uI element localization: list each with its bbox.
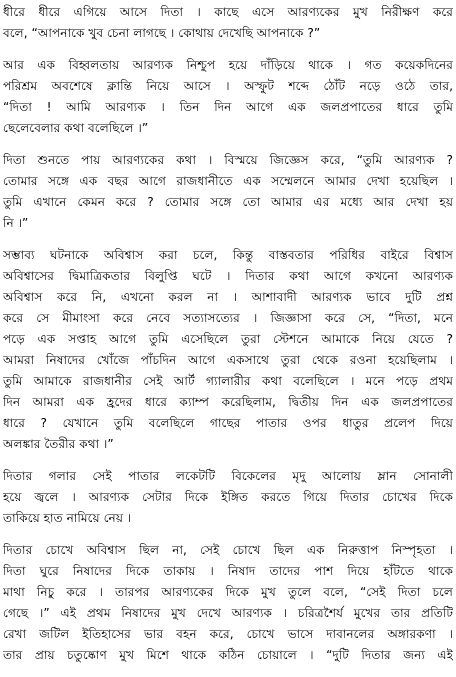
text-line: নি ।” <box>3 216 29 230</box>
text-line: হয়ে জ্বলে । আরণ্যক সেটার দিকে ইঙ্গিত করতে গিয়ে দিতার চোখের দিকে <box>3 490 453 504</box>
text-line: আর এক বিহ্বলতায় আরণ্যক নিশ্চুপ হয়ে দাঁড়িয়ে থাকে । গত কয়েকদিনের <box>3 58 453 72</box>
text-line: ছেলেবেলার কথা বলেছিলে ।” <box>3 121 149 135</box>
text-line: মাথা নিচু করে । তারপর আরণ্যকের দিকে মুখ তুলে বলে, “সেই দিতা চলে <box>3 585 453 599</box>
text-line: বলে, “আপনাকে খুব চেনা লাগছে । কোথায় দেখেছি আপনাকে ?” <box>3 26 321 40</box>
text-line: ধারে ? যেখানে তুমি বলেছিলে গাছের পাতার ওপর ধাতুর প্রলেপ দিয়ে <box>3 416 453 430</box>
text-line: করে সে মীমাংসা করে নেবে সত্যাসত্যের । জিজ্ঞাসা করে সে, “দিতা, মনে <box>3 311 453 325</box>
text-line: পরিশ্রম অবশেষে ক্লান্তি নিয়ে আসে । অস্ফুট শব্দে ঠোঁট নড়ে ওঠে তার, <box>3 79 453 93</box>
paragraph-4 <box>3 245 453 455</box>
text-line: সম্ভাব্য ঘটনাকে অবিশ্বাস করা চলে, কিন্তু বাস্তবতার পরিধির বাইরে বিশ্বাস <box>3 248 453 262</box>
text-line: তোমার সঙ্গে এক বছর আগে রাজধানীতে এক সম্মেলনে আমার দেখা হয়েছিল । <box>3 174 453 188</box>
text-line: অলঙ্কার তৈরীর কথা ।” <box>3 437 114 451</box>
text-line: দিতার চোখে অবিশ্বাস ছিল না, সেই চোখে ছিল এক নিরুত্তাপ নিস্পৃহতা । <box>3 543 453 557</box>
text-line: দিন আমরা এক হ্রদের ধারে ক্যাম্প করেছিলাম, দ্বিতীয় দিন এক জলপ্রপাতের <box>3 395 453 409</box>
paragraph-1 <box>3 2 453 44</box>
text-line: দিতা শুনতে পায় আরণ্যকের কথা । বিস্ময়ে জিজ্ঞেস করে, “তুমি আরণ্যক ? <box>3 153 453 167</box>
paragraph-6 <box>3 540 453 666</box>
text-line: পড়ে এক সপ্তাহ আগে তুমি এসেছিলে তুরা স্টেশনে আমাকে নিয়ে যেতে ? <box>3 332 453 346</box>
text-line: দিতা ঘুরে নিষাদের দিকে তাকায় । নিষাদ তাদের পাশ দিয়ে হাঁটতে থাকে <box>3 564 453 578</box>
text-line: তুমি এখানে কেমন করে ? তোমার সঙ্গে তো আমার এর মধ্যে আর দেখা হয় <box>3 195 453 209</box>
document-page <box>3 2 453 677</box>
paragraph-2 <box>3 55 453 139</box>
text-line: ধীরে ধীরে এগিয়ে আসে দিতা । কাছে এসে আরণ্যকের মুখ নিরীক্ষণ করে <box>3 5 453 19</box>
text-line: তুমি আমাকে রাজধানীর সেই আর্ট গ্যালারীর কথা বলেছিলে । মনে পড়ে প্রথম <box>3 374 453 388</box>
text-line: আমরা নিষাদের খোঁজে পাঁচদিন আগে একসাথে তুরা থেকে রওনা হয়েছিলাম । <box>3 353 453 367</box>
text-line: অবিশ্বাসের দ্বিমাত্রিকতার বিলুপ্তি ঘটে । দিতার কথা আগে কখনো আরণ্যক <box>3 269 453 283</box>
paragraph-3 <box>3 150 453 234</box>
text-line: দিতার গলার সেই পাতার লকেটটি বিকেলের মৃদু আলোয় ম্লান সোনালী <box>3 469 453 483</box>
text-line: তাকিয়ে হাত নামিয়ে নেয় । <box>3 511 132 525</box>
paragraph-5 <box>3 466 453 529</box>
text-line: গেছে ।” এই প্রথম নিষাদের মুখ দেখে আরণ্যক । চরিত্রশৈর্য মুখের তার প্রতিটি <box>3 606 453 620</box>
text-line: রেখা জটিল ইতিহাসের ভার বহন করে, চোখে ভাসে দাবানলের অঙ্গারকণা । <box>3 627 453 641</box>
text-line: “দিতা ! আমি আরণ্যক । তিন দিন আগে এক জলপ্রপাতের ধারে তুমি <box>3 100 453 114</box>
text-line: অবিশ্বাস করে নি, এখনো করল না । আশাবাদী আরণ্যক ভাবে দুটি প্রশ্ন <box>3 290 453 304</box>
text-line: তার প্রায় চতুষ্কোণ মুখ মিশে থাকে কঠিন চোয়ালে । “দুটি দিতার জন্য এই <box>3 648 453 662</box>
